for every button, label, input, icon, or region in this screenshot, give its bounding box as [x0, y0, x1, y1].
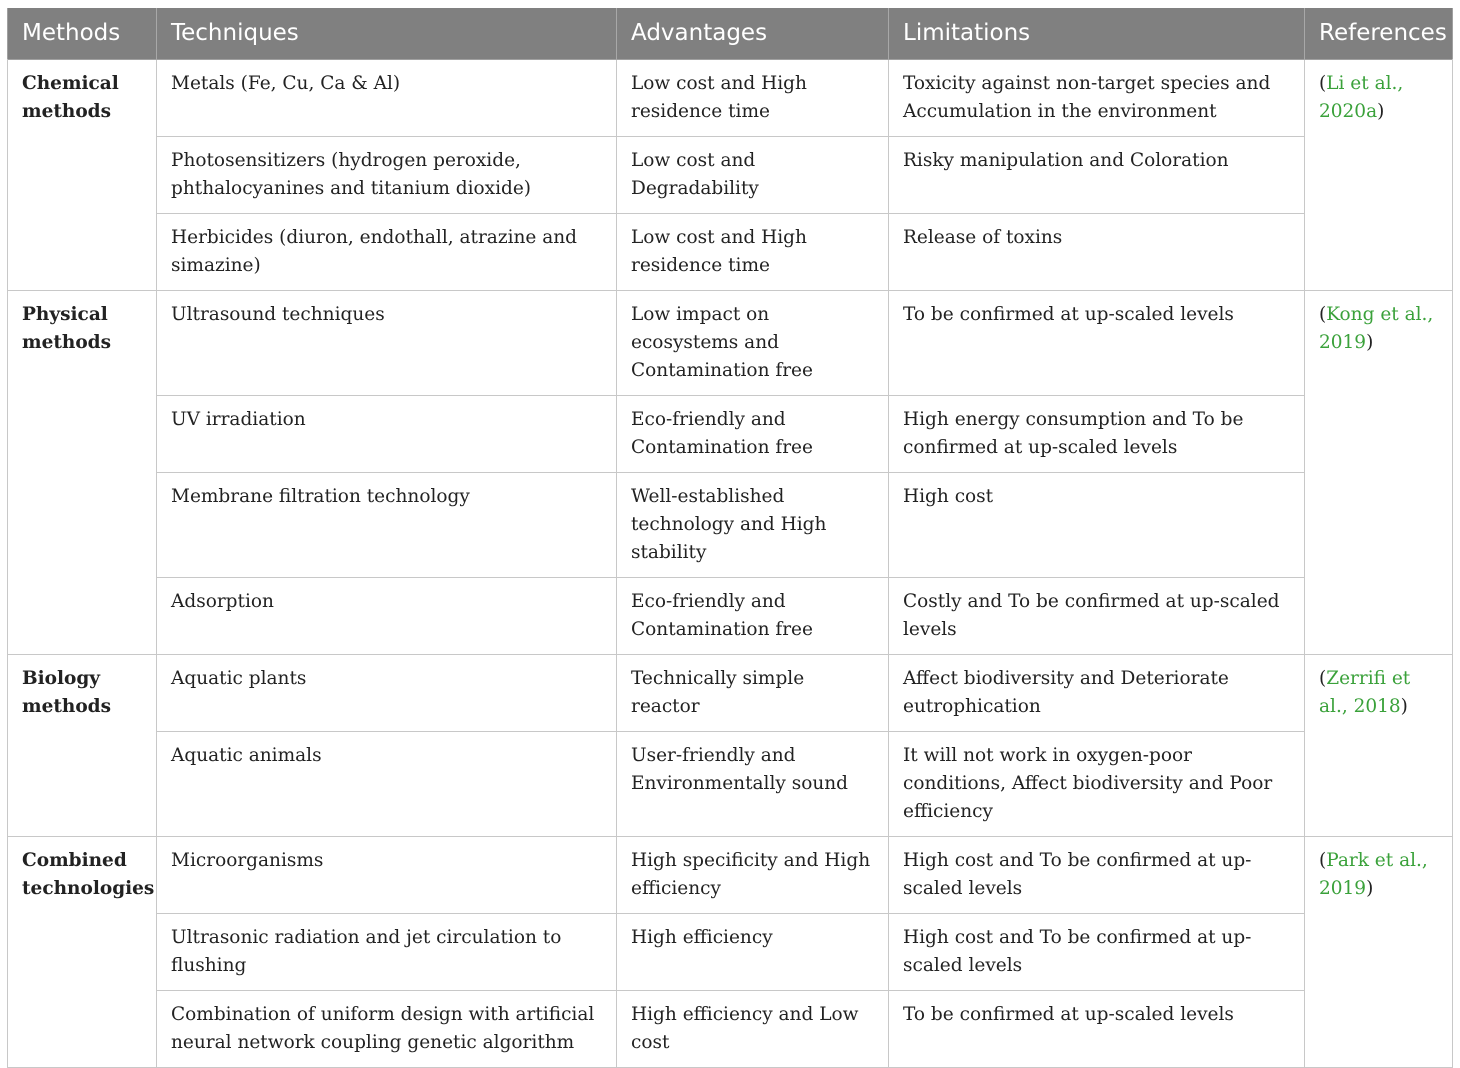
- technique-cell: Aquatic animals: [157, 731, 617, 836]
- header-methods: Methods: [8, 8, 157, 59]
- limitation-cell: Release of toxins: [889, 213, 1305, 290]
- limitation-cell: Affect biodiversity and Deteriorate eutrophication: [889, 654, 1305, 731]
- technique-cell: Membrane filtration technology: [157, 472, 617, 577]
- reference-cell: (Park et al., 2019): [1305, 836, 1453, 1067]
- advantage-cell: Low cost and High residence time: [617, 213, 889, 290]
- reference-close: ): [1377, 100, 1385, 122]
- reference-close: ): [1400, 695, 1408, 717]
- reference-close: ): [1366, 331, 1374, 353]
- method-cell: Biology methods: [8, 654, 157, 836]
- advantage-cell: Eco-friendly and Contamination free: [617, 577, 889, 654]
- reference-cell: (Li et al., 2020a): [1305, 59, 1453, 290]
- advantage-cell: Well-established technology and High stability: [617, 472, 889, 577]
- reference-cell: (Kong et al., 2019): [1305, 290, 1453, 654]
- method-cell: Physical methods: [8, 290, 157, 654]
- header-references: References: [1305, 8, 1453, 59]
- limitation-cell: To be confirmed at up-scaled levels: [889, 990, 1305, 1067]
- technique-cell: UV irradiation: [157, 395, 617, 472]
- table-row: [8, 213, 1453, 290]
- reference-link[interactable]: Zerrifi et al., 2018: [1319, 667, 1411, 717]
- table-row: [8, 290, 1453, 395]
- technique-cell: Combination of uniform design with artificial neural network coupling genetic algorithm: [157, 990, 617, 1067]
- advantage-cell: High efficiency: [617, 913, 889, 990]
- advantage-cell: Eco-friendly and Contamination free: [617, 395, 889, 472]
- limitation-cell: High cost: [889, 472, 1305, 577]
- header-limitations: Limitations: [889, 8, 1305, 59]
- table-row: [8, 836, 1453, 913]
- technique-cell: Ultrasound techniques: [157, 290, 617, 395]
- technique-cell: Herbicides (diuron, endothall, atrazine and simazine): [157, 213, 617, 290]
- limitation-cell: High cost and To be confirmed at up-scaled levels: [889, 836, 1305, 913]
- methods-comparison-table: [7, 8, 1453, 1068]
- header-techniques: Techniques: [157, 8, 617, 59]
- table-header-row: [8, 8, 1453, 59]
- limitation-cell: To be confirmed at up-scaled levels: [889, 290, 1305, 395]
- header-advantages: Advantages: [617, 8, 889, 59]
- reference-cell: (Zerrifi et al., 2018): [1305, 654, 1453, 836]
- technique-cell: Metals (Fe, Cu, Ca & Al): [157, 59, 617, 136]
- table-row: [8, 654, 1453, 731]
- method-cell: Combined technologies: [8, 836, 157, 1067]
- table-row: [8, 395, 1453, 472]
- limitation-cell: Toxicity against non-target species and Accumulation in the environment: [889, 59, 1305, 136]
- table-row: [8, 59, 1453, 136]
- table-row: [8, 913, 1453, 990]
- technique-cell: Microorganisms: [157, 836, 617, 913]
- technique-cell: Ultrasonic radiation and jet circulation to flushing: [157, 913, 617, 990]
- advantage-cell: Low cost and Degradability: [617, 136, 889, 213]
- technique-cell: Aquatic plants: [157, 654, 617, 731]
- advantage-cell: Technically simple reactor: [617, 654, 889, 731]
- advantage-cell: User-friendly and Environmentally sound: [617, 731, 889, 836]
- limitation-cell: High cost and To be confirmed at up-scaled levels: [889, 913, 1305, 990]
- advantage-cell: High specificity and High efficiency: [617, 836, 889, 913]
- limitation-cell: Risky manipulation and Coloration: [889, 136, 1305, 213]
- table-row: [8, 136, 1453, 213]
- limitation-cell: Costly and To be confirmed at up-scaled levels: [889, 577, 1305, 654]
- reference-link[interactable]: Li et al., 2020a: [1319, 72, 1404, 122]
- advantage-cell: Low cost and High residence time: [617, 59, 889, 136]
- table-row: [8, 577, 1453, 654]
- advantage-cell: Low impact on ecosystems and Contamination free: [617, 290, 889, 395]
- advantage-cell: High efficiency and Low cost: [617, 990, 889, 1067]
- reference-link[interactable]: Park et al., 2019: [1319, 849, 1428, 899]
- limitation-cell: It will not work in oxygen-poor conditions, Affect biodiversity and Poor efficiency: [889, 731, 1305, 836]
- method-cell: Chemical methods: [8, 59, 157, 290]
- limitation-cell: High energy consumption and To be confirmed at up-scaled levels: [889, 395, 1305, 472]
- table-row: [8, 472, 1453, 577]
- technique-cell: Adsorption: [157, 577, 617, 654]
- technique-cell: Photosensitizers (hydrogen peroxide, phthalocyanines and titanium dioxide): [157, 136, 617, 213]
- reference-close: ): [1366, 877, 1374, 899]
- reference-link[interactable]: Kong et al., 2019: [1319, 303, 1434, 353]
- table-row: [8, 990, 1453, 1067]
- table-row: [8, 731, 1453, 836]
